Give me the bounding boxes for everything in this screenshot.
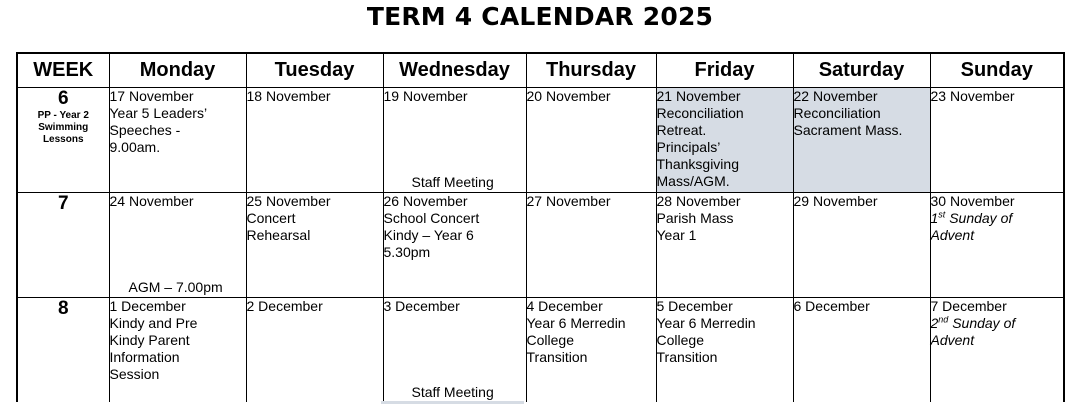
day-cell-sunday (930, 298, 1064, 402)
header-wednesday: Wednesday (383, 53, 526, 88)
day-date: 26 November (383, 193, 468, 209)
advent-note (931, 315, 1064, 332)
event-line: School Concert (383, 210, 480, 226)
event-line: Year 6 Merredin (656, 315, 756, 331)
event-line: Mass/AGM. (656, 173, 730, 189)
header-monday: Monday (109, 53, 246, 88)
event-line: Kindy and Pre (109, 315, 198, 331)
event-line: Kindy – Year 6 (383, 227, 474, 243)
day-cell-thursday (526, 88, 656, 193)
day-cell-friday (656, 88, 793, 193)
day-date: 18 November (246, 88, 331, 104)
week-cell (17, 193, 109, 298)
day-date: 5 December (656, 298, 733, 314)
day-cell-wednesday (383, 298, 526, 402)
day-cell-sunday (930, 88, 1064, 193)
day-date: 28 November (656, 193, 741, 209)
event-line: Transition (526, 349, 588, 365)
day-date: 4 December (526, 298, 603, 314)
day-cell-saturday (793, 88, 930, 193)
day-cell-wednesday (383, 88, 526, 193)
event-line: Principals’ (656, 139, 721, 155)
day-cell-friday (656, 193, 793, 298)
week-number: 8 (57, 298, 69, 319)
staff-meeting-note: Staff Meeting (411, 383, 494, 400)
day-cell-tuesday (246, 88, 383, 193)
event-line: Kindy Parent (109, 332, 190, 348)
day-date: 20 November (526, 88, 611, 104)
advent-text: Sunday of (948, 315, 1016, 331)
day-cell-sunday (930, 193, 1064, 298)
week-row-8 (17, 298, 1064, 402)
advent-ordinal: 2 (930, 315, 939, 331)
event-line: Retreat. (656, 122, 707, 138)
day-date: 21 November (656, 88, 741, 104)
day-cell-friday (656, 298, 793, 402)
advent-ordinal-suffix: st (938, 209, 946, 220)
day-date: 22 November (793, 88, 878, 104)
event-line: Year 6 Merredin (526, 315, 626, 331)
header-row (17, 53, 1064, 88)
day-cell-thursday (526, 298, 656, 402)
day-date: 7 December (930, 298, 1007, 314)
advent-note-line2: Advent (930, 227, 975, 243)
week-cell (17, 298, 109, 402)
advent-ordinal-suffix: nd (938, 314, 949, 325)
header-friday: Friday (656, 53, 793, 88)
calendar-table (16, 52, 1065, 402)
week-cell (17, 88, 109, 193)
staff-meeting-note: Staff Meeting (411, 174, 494, 190)
day-cell-monday (109, 88, 246, 193)
event-line: Session (109, 366, 160, 382)
day-date: 1 December (109, 298, 186, 314)
advent-note-line2: Advent (930, 332, 975, 348)
event-line: Rehearsal (246, 227, 311, 243)
header-tuesday: Tuesday (246, 53, 383, 88)
day-cell-tuesday (246, 193, 383, 298)
event-line: Thanksgiving (656, 156, 739, 172)
event-line: 5.30pm (383, 244, 431, 260)
event-line: College (526, 332, 574, 348)
event-line: Speeches - (109, 122, 181, 138)
week-note-line: Lessons (42, 134, 84, 145)
header-sunday: Sunday (930, 53, 1064, 88)
agm-note: AGM – 7.00pm (128, 279, 223, 295)
event-line: Sacrament Mass. (793, 122, 903, 138)
day-date: 27 November (526, 193, 611, 209)
week-number: 7 (57, 193, 69, 214)
day-date: 30 November (930, 193, 1015, 209)
event-line: 9.00am. (109, 139, 161, 155)
header-saturday: Saturday (793, 53, 930, 88)
event-line: College (656, 332, 704, 348)
week-row-7 (17, 193, 1064, 298)
day-date: 2 December (246, 298, 323, 314)
event-line: Transition (656, 349, 718, 365)
advent-note (931, 210, 1064, 227)
day-date: 6 December (793, 298, 870, 314)
event-line: Year 1 (656, 227, 697, 243)
day-cell-saturday (793, 298, 930, 402)
day-date: 25 November (246, 193, 331, 209)
day-cell-monday (109, 193, 246, 298)
event-line: Year 5 Leaders’ (109, 105, 208, 121)
advent-text: Sunday of (945, 210, 1013, 226)
day-cell-wednesday (383, 193, 526, 298)
shaded-strip (381, 401, 524, 404)
day-cell-monday (109, 298, 246, 402)
event-line: Parish Mass (656, 210, 734, 226)
event-line: Reconciliation (656, 105, 744, 121)
advent-ordinal: 1 (930, 210, 939, 226)
day-cell-thursday (526, 193, 656, 298)
day-date: 17 November (109, 88, 194, 104)
day-date: 23 November (930, 88, 1015, 104)
week-row-6 (17, 88, 1064, 193)
week-note-line: PP - Year 2 (37, 110, 89, 121)
day-date: 29 November (793, 193, 878, 209)
header-week: WEEK (17, 53, 109, 88)
day-date: 24 November (109, 193, 194, 209)
day-cell-tuesday (246, 298, 383, 402)
event-line: Reconciliation (793, 105, 881, 121)
week-note-line: Swimming (38, 122, 89, 133)
day-date: 19 November (383, 88, 468, 104)
header-thursday: Thursday (526, 53, 656, 88)
page-title: TERM 4 CALENDAR 2025 (366, 2, 714, 31)
day-date: 3 December (383, 298, 460, 314)
day-cell-saturday (793, 193, 930, 298)
week-number: 6 (57, 88, 69, 109)
event-line: Concert (246, 210, 296, 226)
event-line: Information (109, 349, 180, 365)
